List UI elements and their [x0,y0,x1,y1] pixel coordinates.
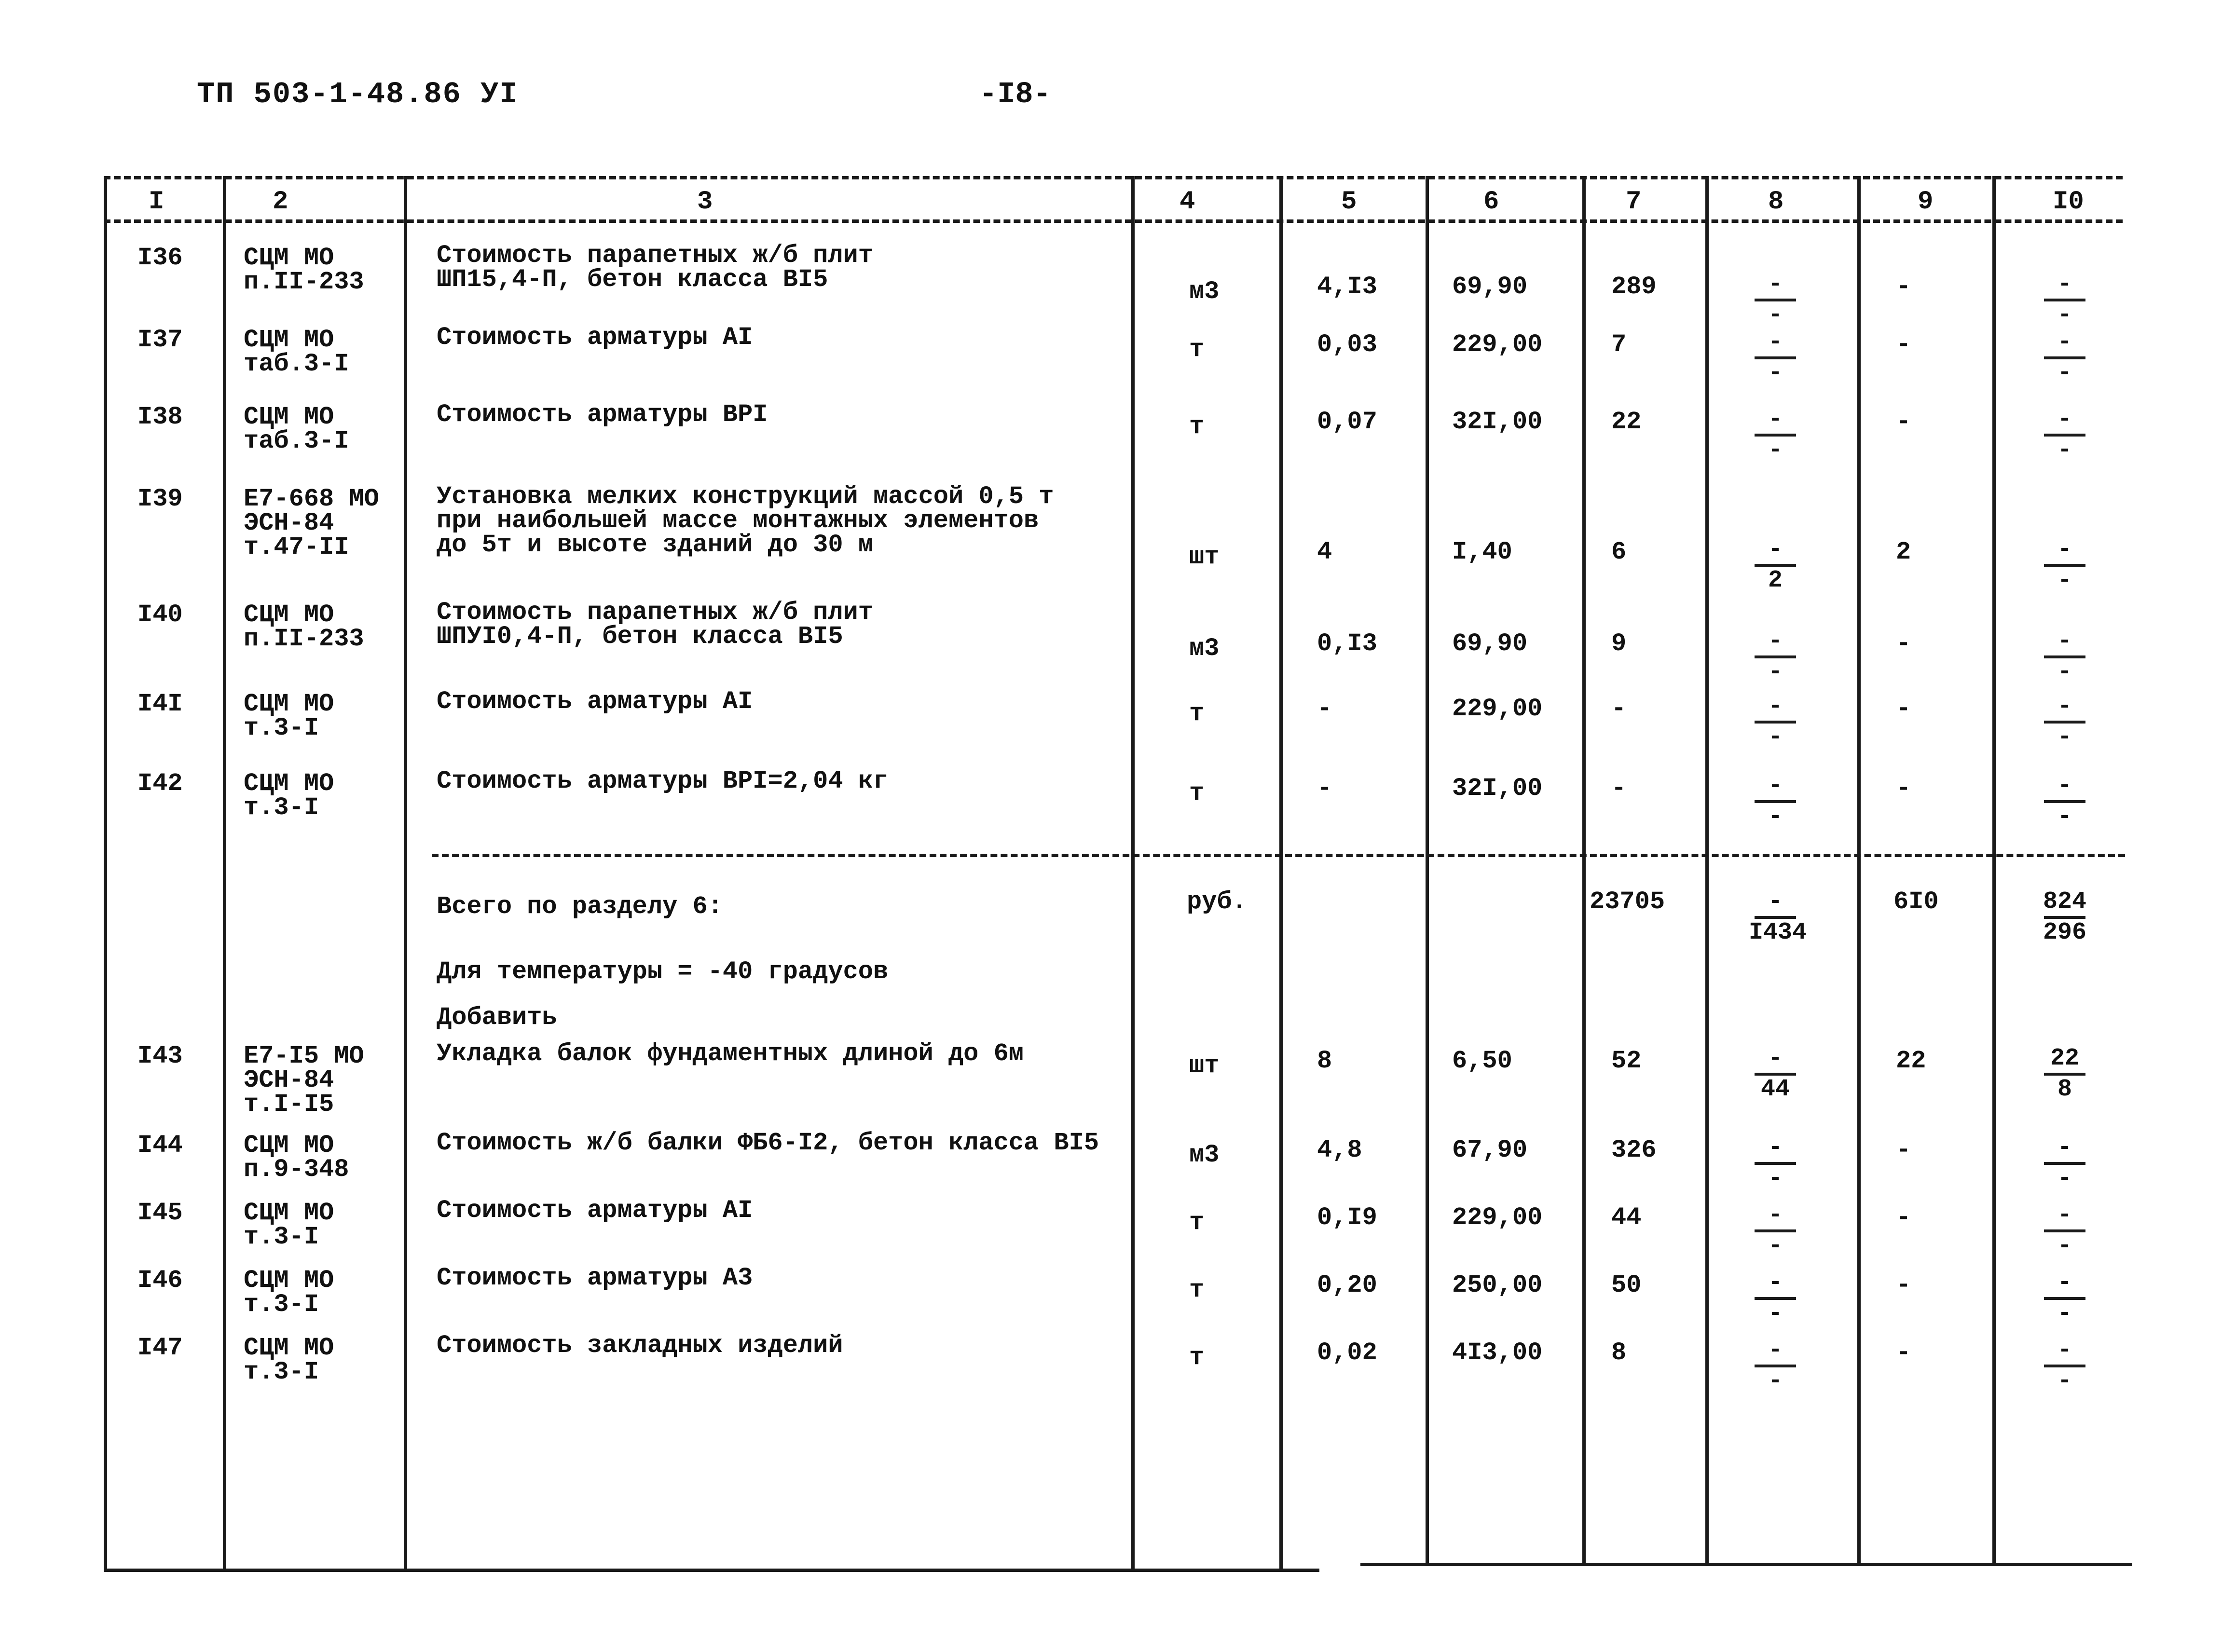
row-unit-price: 250,00 [1452,1271,1543,1299]
section-total-col9: 6I0 [1893,887,1939,916]
row-unit: м3 [1189,634,1220,663]
row-unit: т [1189,1276,1205,1304]
row-number: I44 [137,1131,183,1160]
row-number: I36 [137,244,183,272]
row-quantity: 0,I9 [1317,1203,1377,1232]
row-description: Стоимость арматуры AI [437,687,753,716]
col-header-5: 5 [1341,187,1357,217]
row-col8-fraction: - - [1749,1271,1802,1326]
row-description: Стоимость арматуры BPI [437,400,768,429]
col-header-9: 9 [1918,187,1934,217]
col-header-1: I [149,187,165,217]
row-total: 9 [1611,629,1627,658]
col-divider-3 [1131,176,1135,1570]
row-total: 7 [1611,330,1627,359]
row-description: Стоимость арматуры A3 [437,1264,753,1292]
row-unit-price: 69,90 [1452,273,1528,301]
row-col9: - [1896,273,1911,301]
col-divider-8 [1857,176,1861,1563]
col-header-10: I0 [2053,187,2084,217]
row-number: I45 [137,1199,183,1227]
row-col10-fraction: - - [2038,1136,2091,1191]
row-col8-fraction: - - [1749,1136,1802,1191]
section-total-col8: - I434 [1749,888,1807,946]
row-col10-fraction: - - [2038,538,2091,593]
row-total: 326 [1611,1136,1657,1164]
row-col9: 2 [1896,538,1911,566]
row-unit: м3 [1189,277,1220,306]
col-header-2: 2 [273,187,288,217]
col-divider-2 [404,176,407,1570]
col-divider-5 [1426,176,1429,1565]
col-divider-4 [1279,176,1283,1570]
row-quantity: 0,02 [1317,1338,1377,1367]
row-quantity: - [1317,695,1332,723]
row-quantity: 4,8 [1317,1136,1362,1164]
row-total: 6 [1611,538,1627,566]
row-reference: СЦМ МО т.3-I [244,690,334,742]
row-reference: СЦМ МО т.3-I [244,769,334,822]
row-unit: шт [1189,1051,1220,1080]
row-unit-price: 4I3,00 [1452,1338,1543,1367]
row-col8-fraction: - - [1749,1203,1802,1258]
section-total-sum: 23705 [1590,887,1665,916]
row-quantity: 0,07 [1317,408,1377,436]
row-col8-fraction: - - [1749,408,1802,463]
col-divider-9 [1992,176,1996,1563]
row-unit: т [1189,412,1205,441]
document-code: ТП 503-1-48.86 УI [197,77,519,111]
row-unit-price: 32I,00 [1452,408,1543,436]
row-unit: т [1189,699,1205,728]
row-unit-price: I,40 [1452,538,1512,566]
row-col9: - [1896,774,1911,803]
row-col10-fraction: - - [2038,330,2091,385]
row-col8-fraction: - - [1749,273,1802,328]
row-quantity: 0,03 [1317,330,1377,359]
section-total-label: Всего по разделу 6: [437,892,723,921]
row-description: Стоимость парапетных ж/б плит ШПУI0,4-П, бетон класса BI5 [437,598,873,651]
row-description: Установка мелких конструкций массой 0,5 т при наибольшей массе монтажных элементов до 5т и высоте зданий до 30 м [437,482,1054,559]
row-col9: - [1896,1338,1911,1367]
row-quantity: 8 [1317,1047,1332,1075]
row-number: I4I [137,690,183,718]
row-number: I38 [137,403,183,431]
row-col10-fraction: - - [2038,1271,2091,1326]
row-description: Укладка балок фундаментных длиной до 6м [437,1039,1024,1068]
row-reference: СЦМ МО п.9-348 [244,1131,349,1184]
page-number: -I8- [979,77,1051,111]
col-divider-7 [1705,176,1709,1563]
row-total: 50 [1611,1271,1642,1299]
row-unit: т [1189,335,1205,364]
row-unit-price: 32I,00 [1452,774,1543,803]
row-quantity: 4 [1317,538,1332,566]
table-bottom-border-right [1360,1563,2132,1566]
row-col10-fraction: 22 8 [2038,1047,2091,1102]
row-unit-price: 6,50 [1452,1047,1512,1075]
row-col10-fraction: - - [2038,774,2091,829]
row-number: I42 [137,769,183,798]
row-total: 44 [1611,1203,1642,1232]
row-description: Стоимость закладных изделий [437,1331,843,1360]
row-unit-price: 229,00 [1452,695,1543,723]
table-bottom-border [104,1569,1319,1572]
row-description: Стоимость парапетных ж/б плит ШП15,4-П, бетон класса BI5 [437,241,873,294]
row-reference: СЦМ МО т.3-I [244,1199,334,1251]
row-number: I43 [137,1042,183,1070]
row-total: 52 [1611,1047,1642,1075]
row-col9: - [1896,695,1911,723]
row-col10-fraction: - - [2038,1338,2091,1393]
row-number: I47 [137,1334,183,1362]
row-unit-price: 67,90 [1452,1136,1528,1164]
row-number: I37 [137,326,183,354]
row-reference: Е7-668 МО ЭСН-84 т.47-II [244,485,379,561]
row-col10-fraction: - - [2038,273,2091,328]
note-add: Добавить [437,1003,557,1032]
row-col8-fraction: - - [1749,774,1802,829]
section-total-unit: руб. [1187,887,1247,916]
row-quantity: 0,I3 [1317,629,1377,658]
row-quantity: - [1317,774,1332,803]
row-col9: - [1896,408,1911,436]
row-col9: - [1896,629,1911,658]
row-unit-price: 229,00 [1452,1203,1543,1232]
col-divider-6 [1582,176,1586,1563]
row-total: 22 [1611,408,1642,436]
row-number: I46 [137,1266,183,1295]
row-col8-fraction: - - [1749,695,1802,750]
col-header-6: 6 [1483,187,1499,217]
row-col10-fraction: - - [2038,629,2091,684]
col-header-3: 3 [697,187,713,217]
row-col9: - [1896,1203,1911,1232]
row-description: Стоимость ж/б балки ФБ6-I2, бетон класса BI5 [437,1129,1099,1157]
row-description: Стоимость арматуры AI [437,323,753,352]
row-total: - [1611,774,1627,803]
row-unit: т [1189,1208,1205,1237]
row-description: Стоимость арматуры AI [437,1196,753,1225]
row-col8-fraction: - 2 [1749,538,1802,593]
row-reference: СЦМ МО т.3-I [244,1266,334,1319]
row-reference: СЦМ МО п.II-233 [244,244,364,296]
row-col8-fraction: - - [1749,629,1802,684]
row-col10-fraction: - - [2038,408,2091,463]
row-col9: - [1896,330,1911,359]
row-unit-price: 229,00 [1452,330,1543,359]
row-col8-fraction: - - [1749,330,1802,385]
row-reference: СЦМ МО таб.3-I [244,403,349,455]
row-quantity: 0,20 [1317,1271,1377,1299]
row-unit: шт [1189,543,1220,571]
row-total: 8 [1611,1338,1627,1367]
row-description: Стоимость арматуры BPI=2,04 кг [437,767,889,795]
col-header-7: 7 [1626,187,1642,217]
row-unit-price: 69,90 [1452,629,1528,658]
row-unit: т [1189,779,1205,807]
row-reference: СЦМ МО п.II-233 [244,601,364,653]
row-reference: Е7-I5 МО ЭСН-84 т.I-I5 [244,1042,364,1119]
row-number: I40 [137,601,183,629]
row-unit: м3 [1189,1141,1220,1169]
row-total: 289 [1611,273,1657,301]
note-temperature: Для температуры = -40 градусов [437,957,889,986]
row-col10-fraction: - - [2038,1203,2091,1258]
row-unit: т [1189,1343,1205,1372]
row-quantity: 4,I3 [1317,273,1377,301]
row-reference: СЦМ МО т.3-I [244,1334,334,1386]
row-col9: 22 [1896,1047,1926,1075]
row-reference: СЦМ МО таб.3-I [244,326,349,378]
row-number: I39 [137,485,183,513]
col-header-8: 8 [1768,187,1784,217]
section-total-col10: 824 296 [2043,888,2086,946]
row-col9: - [1896,1271,1911,1299]
row-col9: - [1896,1136,1911,1164]
row-col8-fraction: - - [1749,1338,1802,1393]
row-col8-fraction: - 44 [1749,1047,1802,1102]
section-separator [432,854,2125,857]
row-col10-fraction: - - [2038,695,2091,750]
col-divider-1 [223,176,226,1570]
row-total: - [1611,695,1627,723]
col-divider-0 [104,176,107,1570]
col-header-4: 4 [1180,187,1195,217]
